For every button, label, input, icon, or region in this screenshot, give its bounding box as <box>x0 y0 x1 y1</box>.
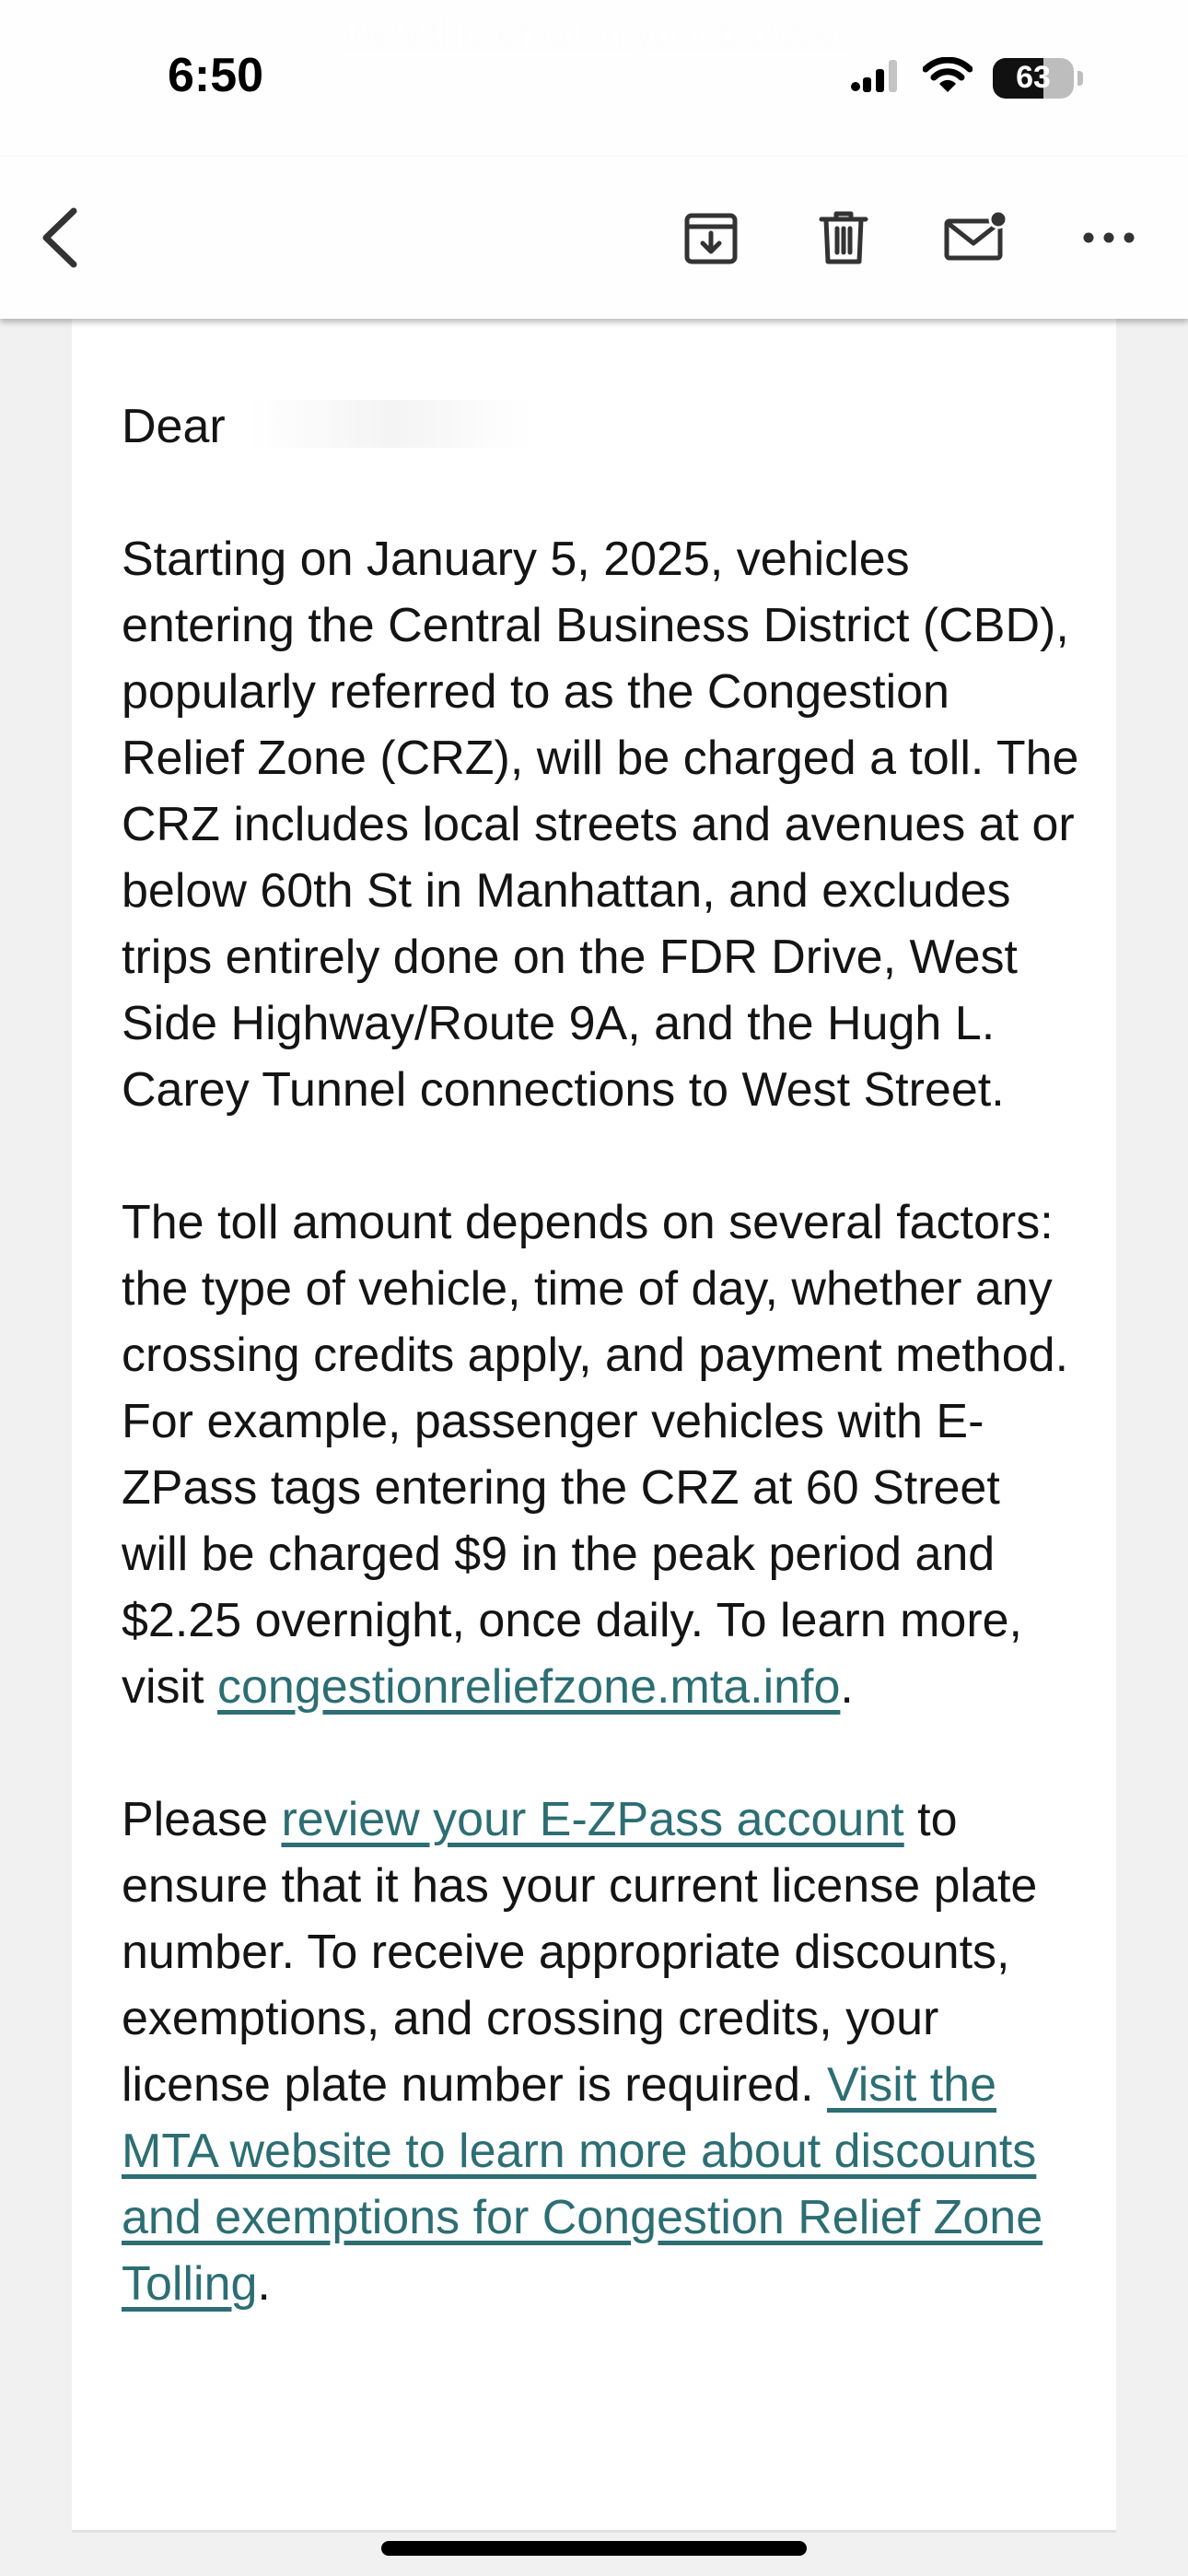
back-button[interactable] <box>15 192 107 284</box>
status-bar <box>0 0 1188 157</box>
toll-amount-text: The toll amount depends on several factors: the type of vehicle, time of day, whether any crossing credits apply, and payment method. For example, passenger vehicles with E-ZPass tags entering the CRZ at 60 Street will be charged $9 in the peak period and $2.25 overnight, once daily. To learn more, visit <box>122 1196 1069 1714</box>
delete-button[interactable] <box>798 192 890 284</box>
paragraph-toll-amount <box>122 1189 1079 1720</box>
trash-icon <box>814 208 873 267</box>
period: . <box>257 2257 271 2311</box>
please-text: Please <box>122 1793 268 1846</box>
paragraph-toll-start: Starting on January 5, 2025, vehicles entering the Central Business District (CBD), popularly referred to as the Congestion Relief Zone (CRZ), will be charged a toll. The CRZ includes local streets and avenues at or below 60th St in Manhattan, and excludes trips entirely done on the FDR Drive, West Side Highway/Route 9A, and the Hugh L. Carey Tunnel connections to West Street. <box>122 533 1079 1117</box>
crz-info-link[interactable]: congestionreliefzone.mta.info <box>217 1660 841 1714</box>
battery-icon <box>993 58 1074 99</box>
greeting-text: Dear <box>122 400 226 453</box>
cellular-signal-icon <box>851 59 903 97</box>
mta-discounts-link[interactable]: Visit the MTA website to learn more about discounts and exemptions for Congestion Relief Zone Tolling <box>122 2058 1043 2311</box>
status-icons <box>851 57 1083 99</box>
email-body <box>122 393 1079 2383</box>
archive-icon <box>681 208 740 267</box>
wifi-icon <box>923 57 973 99</box>
greeting-paragraph <box>122 393 1079 460</box>
card-divider <box>72 2530 1116 2533</box>
status-time: 6:50 <box>168 49 264 102</box>
review-ezpass-link[interactable]: review your E-ZPass account <box>281 1793 904 1846</box>
more-icon <box>1081 228 1136 247</box>
redacted-recipient-name <box>248 400 533 448</box>
home-indicator[interactable] <box>381 2541 807 2556</box>
archive-button[interactable] <box>665 192 757 284</box>
back-chevron-icon <box>33 205 88 270</box>
battery-level: 63 <box>1016 60 1051 95</box>
battery-nub <box>1077 71 1083 86</box>
mark-unread-button[interactable] <box>930 192 1022 284</box>
paragraph-ezpass <box>122 1786 1079 2317</box>
period: . <box>840 1660 854 1714</box>
ezpass-body-text: to ensure that it has your current license plate number. To receive appropriate discounts, exemptions, and crossing credits, your license plate number is required. <box>122 1793 1038 2112</box>
mark-unread-icon <box>943 208 1009 267</box>
more-button[interactable] <box>1063 192 1155 284</box>
mail-toolbar <box>0 157 1188 319</box>
